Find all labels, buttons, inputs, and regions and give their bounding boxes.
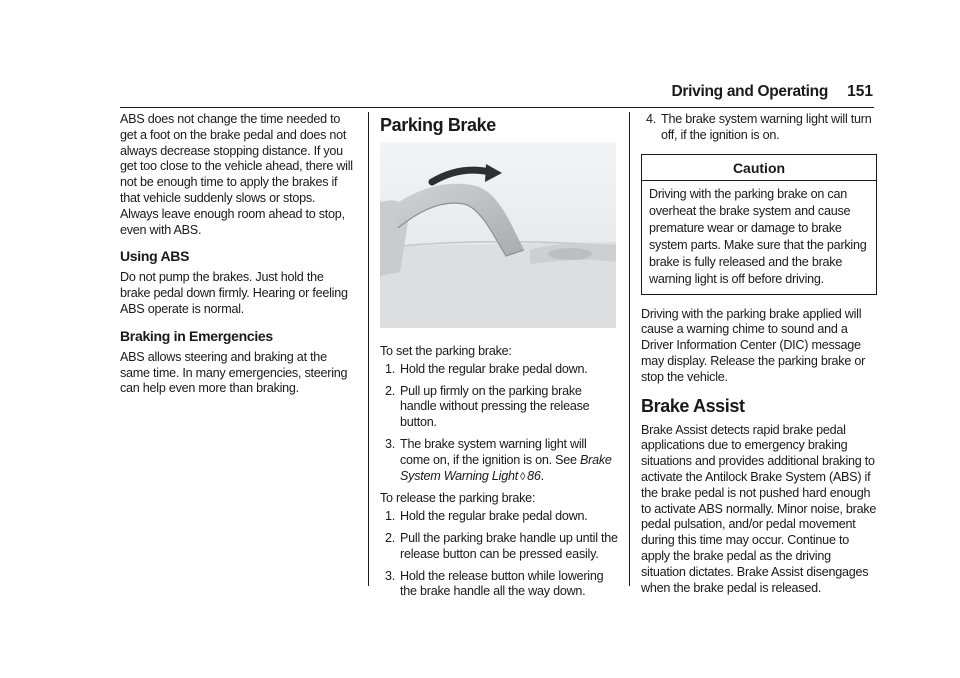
page-reference-number[interactable]: 86	[527, 468, 541, 483]
brake-assist-paragraph: Brake Assist detects rapid brake pedal applications due to emergency braking situations and provides additional braking to activate the Antilock Brake System (ABS) if the brake pedal is not pushed hard enough to activate ABS normally. Minor noise, brake pedal pulsation, and/or pedal movement during this time may occur. Continue to apply the brake pedal as the driving situation dictates. Brake Assist disengages when the brake pedal is released.	[641, 422, 877, 595]
list-item: 2. Pull up firmly on the parking brake handle without pressing the release button.	[385, 383, 590, 430]
page-reference-icon: ◊	[519, 470, 526, 483]
list-item: 3. Hold the release button while lowering the brake handle all the way down.	[385, 568, 604, 599]
column-left	[120, 112, 356, 406]
page-number: 151	[847, 83, 873, 100]
column-divider	[368, 112, 369, 586]
list-item: 4. The brake system warning light will turn off, if the ignition is on.	[646, 112, 872, 142]
list-item: 1. Hold the regular brake pedal down.	[385, 509, 588, 524]
caution-box	[641, 154, 877, 295]
release-brake-steps	[380, 509, 618, 600]
using-abs-heading: Using ABS	[120, 248, 190, 265]
brake-assist-heading: Brake Assist	[641, 395, 745, 416]
parking-brake-handle-drawing	[380, 142, 616, 328]
list-item: 1. Hold the regular brake pedal down.	[385, 361, 588, 376]
release-brake-intro: To release the parking brake:	[380, 491, 536, 506]
parking-brake-illustration	[380, 142, 616, 328]
list-item: 2. Pull the parking brake handle up until the release button can be pressed easily.	[385, 530, 618, 561]
braking-emergencies-paragraph: ABS allows steering and braking at the same time. In many emergencies, steering can help even more than braking.	[120, 349, 348, 396]
brake-warning-light-link[interactable]: Brake System Warning Light	[400, 452, 612, 483]
release-brake-steps-continued	[641, 112, 877, 144]
section-title: Driving and Operating	[671, 83, 828, 100]
column-middle	[380, 112, 618, 606]
column-right	[641, 112, 877, 605]
column-divider	[629, 112, 630, 586]
list-item: 3. The brake system warning light will come on, if the ignition is on. See Brake System Warning Light ◊ 86.	[380, 437, 618, 485]
page-header	[0, 83, 960, 109]
abs-paragraph: ABS does not change the time needed to get a foot on the brake pedal and does not always decrease stopping distance. If you get too close to the vehicle ahead, there will not be enough time to apply the brakes if that vehicle suddenly slows or stops. Always leave enough room ahead to stop, even with ABS.	[120, 112, 353, 237]
braking-emergencies-heading: Braking in Emergencies	[120, 327, 273, 344]
header-rule	[120, 107, 874, 108]
parking-brake-heading: Parking Brake	[380, 115, 496, 135]
set-brake-steps	[380, 362, 618, 486]
warning-chime-paragraph: Driving with the parking brake applied will cause a warning chime to sound and a Driver Information Center (DIC) message may display. Release the parking brake or stop the vehicle.	[641, 306, 866, 384]
caution-body: Driving with the parking brake on can overheat the brake system and cause premature wear or damage to brake system parts. Make sure that the parking brake is fully released and the brake warning light is off before driving.	[649, 186, 867, 286]
using-abs-paragraph: Do not pump the brakes. Just hold the brake pedal down firmly. Hearing or feeling ABS operate is normal.	[120, 270, 348, 316]
set-brake-intro: To set the parking brake:	[380, 344, 512, 358]
caution-title: Caution	[642, 155, 876, 181]
